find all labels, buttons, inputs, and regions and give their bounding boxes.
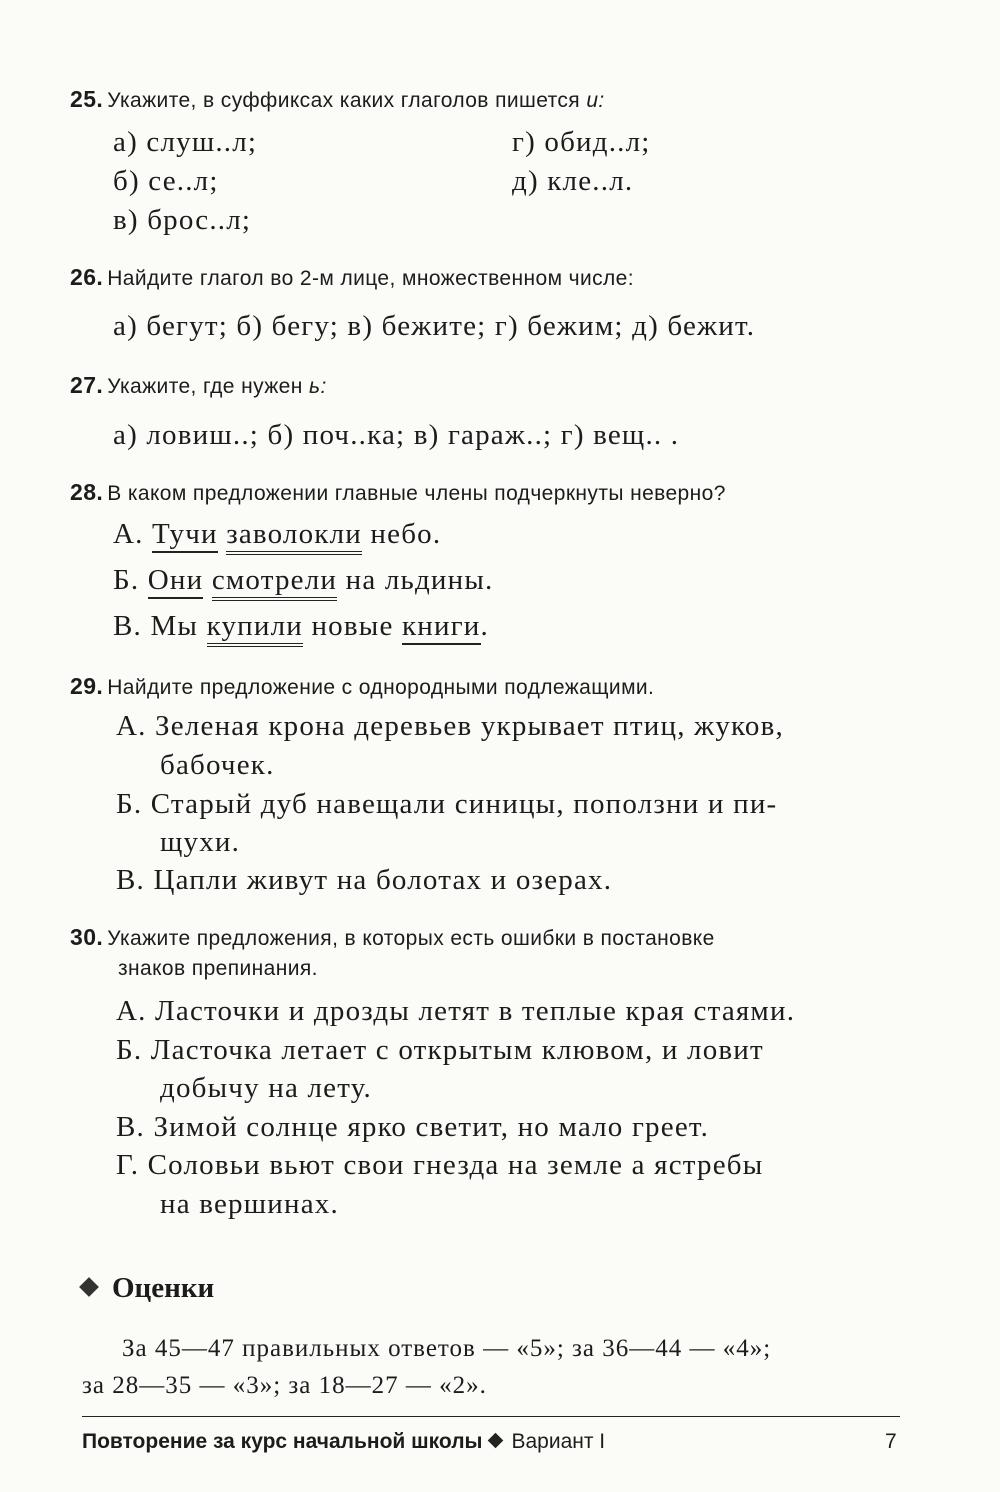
question-text: Укажите, где нужен [107,375,309,398]
question-text: В каком предложении главные члены подчеркнуты неверно? [107,482,726,505]
grades-line-1: За 45—47 правильных ответов — «5»; за 36—44 — «4»; [122,1335,772,1362]
question-number: 29. [70,673,104,699]
grades-line-2: за 28—35 — «3»; за 18—27 — «2». [82,1372,487,1399]
sentence-b [113,564,493,597]
question-text: Найдите глагол во 2-м лице, множественном числе: [107,267,634,290]
question-number: 30. [70,924,104,950]
sentence-rest: на льдины. [337,564,494,596]
question-text: Укажите, в суффиксах каких глаголов пишется [107,89,587,112]
question-number: 28. [70,479,104,505]
option-c: в) брос..л; [113,204,252,236]
question-text: Найдите предложение с однородными подлежащими. [107,676,655,699]
question-letter: и: [586,89,605,112]
footer [82,1430,605,1454]
subject-word: Они [148,564,204,599]
option-d: г) обид..л; [512,126,651,158]
sentence-prefix: Б. [113,564,148,596]
sentence-c [113,610,489,643]
question-28 [70,479,726,506]
sentence-prefix: А. [113,518,153,550]
sentence-a-cont: бабочек. [160,749,275,781]
space [218,518,226,550]
object-word: книги [402,610,481,645]
sentence-b-cont: добычу на лету. [160,1072,372,1104]
sentence-a: А. Зеленая крона деревьев укрывает птиц, жуков, [116,710,784,742]
question-number: 27. [70,372,104,398]
sentence-d-cont: на вершинах. [160,1188,339,1220]
sentence-c: В. Зимой солнце ярко светит, но мало греет. [116,1111,710,1143]
sentence-b: Б. Старый дуб навещали синицы, поползни и пи- [116,788,778,820]
footer-divider [82,1416,900,1417]
answer-line: а) ловиш..; б) поч..ка; в) гараж..; г) вещ.. . [113,419,680,451]
option-a: а) слуш..л; [113,126,258,158]
answer-line: а) бегут; б) бегу; в) бежите; г) бежим; д) бежит. [113,310,756,342]
question-29 [70,673,654,700]
predicate-word: купили [207,610,303,647]
question-number: 26. [70,264,104,290]
footer-title: Повторение за курс начальной школы [82,1430,483,1453]
grades-title: Оценки [112,1272,215,1304]
option-b: б) се..л; [113,165,219,197]
grades-heading [82,1272,214,1305]
option-e: д) кле..л. [512,165,634,197]
question-26 [70,264,634,291]
sentence-b: Б. Ласточка летает с открытым клювом, и ловит [116,1034,764,1066]
sentence-rest: небо. [361,518,442,550]
question-25 [70,86,605,113]
question-text: Укажите предложения, в которых есть ошибки в постановке [107,927,715,950]
sentence-rest: . [480,610,489,642]
question-30 [70,924,715,951]
question-30-cont: знаков препинания. [118,957,318,980]
sentence-prefix: В. Мы [113,610,207,642]
page-number: 7 [885,1430,897,1453]
sentence-a [113,518,441,551]
diamond-icon [79,1277,99,1297]
sentence-mid: новые [303,610,402,642]
subject-word: Тучи [152,518,218,553]
sentence-a: А. Ласточки и дрозды летят в теплые края стаями. [116,995,796,1027]
footer-variant: Вариант I [511,1430,606,1453]
sentence-b-cont: щухи. [160,826,241,858]
sentence-c: В. Цапли живут на болотах и озерах. [116,864,613,896]
sentence-d: Г. Соловьи вьют свои гнезда на земле а ястребы [116,1149,764,1181]
question-number: 25. [70,86,104,112]
predicate-word: заволокли [226,518,362,555]
space [203,564,211,596]
question-27 [70,372,327,399]
diamond-icon [488,1433,504,1449]
question-letter: ь: [309,375,327,398]
predicate-word: смотрели [212,564,337,601]
